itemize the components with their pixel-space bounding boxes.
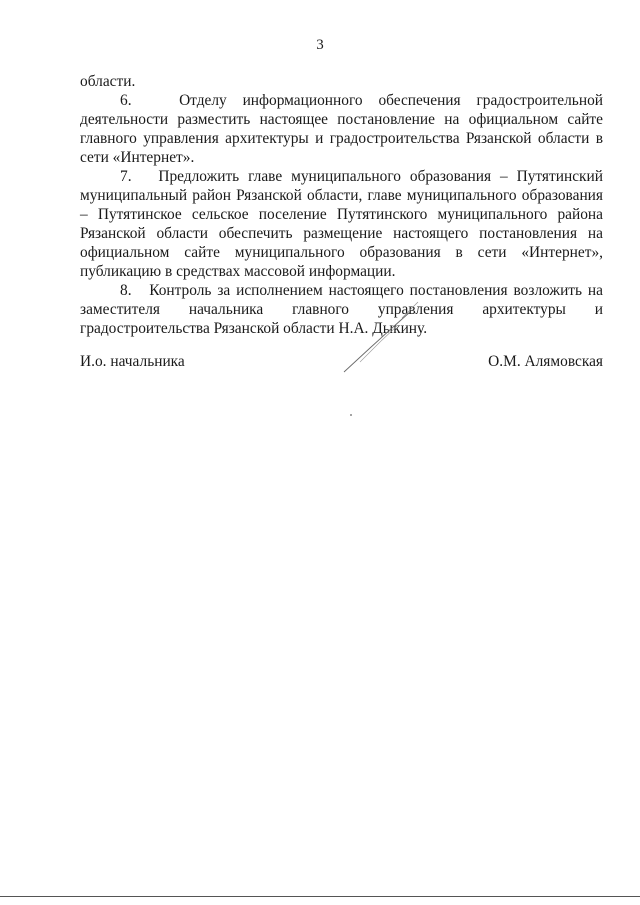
signature-block — [80, 350, 603, 374]
page-number: 3 — [316, 37, 324, 53]
paragraph-number: 6. — [120, 92, 132, 109]
paragraph-7 — [80, 167, 603, 281]
paragraph-text: Предложить главе муниципального образования – Путятинский муниципальный район Рязанской области, главе муниципального образования – Путятинское сельское поселение Путятинского муниципального района Рязанской области обеспечить размещение настоящего постановления на официальном сайте муниципального образования в сети «Интернет», публикацию в средствах массовой информации. — [80, 168, 603, 280]
scan-artifact-dot — [350, 414, 352, 416]
continuation-text: области. — [80, 73, 136, 90]
paragraph-text: Контроль за исполнением настоящего постановления возложить на заместителя начальника главного управления архитектуры и градостроительства Рязанской области Н.А. Дыкину. — [80, 282, 603, 337]
paragraph-text: Отделу информационного обеспечения градостроительной деятельности разместить настоящее постановление на официальном сайте главного управления архитектуры и градостроительства Рязанской области в сети «Интернет». — [80, 92, 603, 166]
signatory-title: И.о. начальника — [80, 353, 185, 370]
paragraph-number: 7. — [120, 168, 132, 185]
signatory-name: О.М. Алямовская — [488, 353, 603, 370]
paragraph-6 — [80, 91, 603, 167]
page-bottom-edge — [0, 896, 640, 897]
paragraph-number: 8. — [120, 282, 132, 299]
